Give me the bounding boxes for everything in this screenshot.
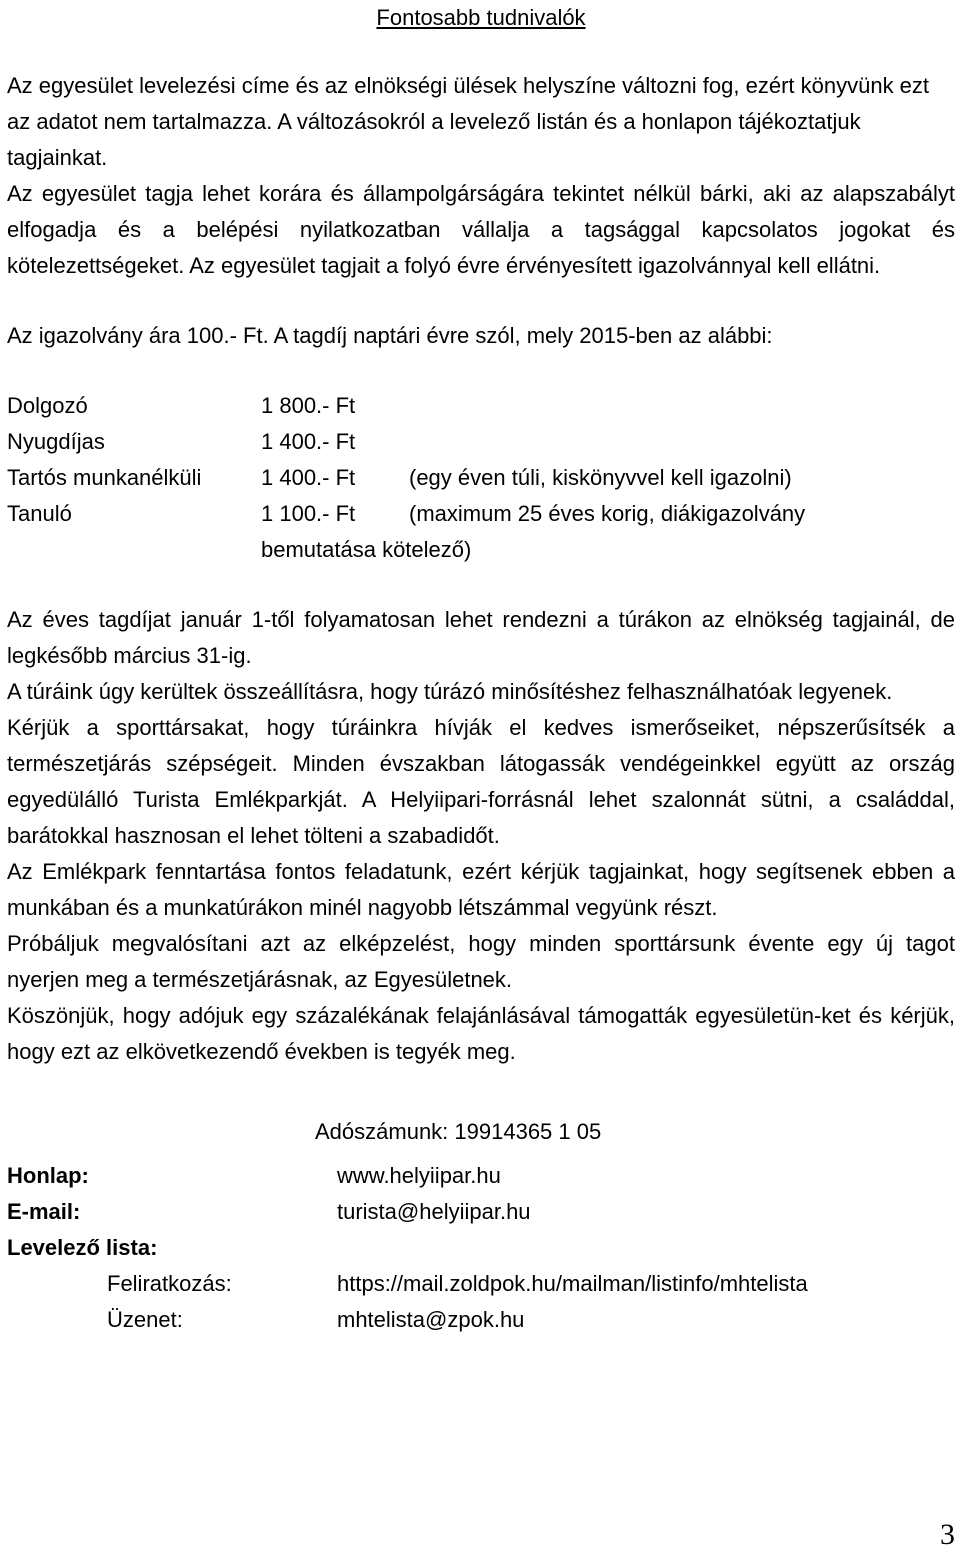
fee-row-continuation (7, 532, 805, 568)
mailing-list-label: Levelező lista: (7, 1235, 158, 1260)
body-paragraph-tours: A túráink úgy kerültek összeállításra, hogy túrázó minősítéshez felhasználhatóak legyenek. (7, 679, 893, 704)
fee-amount: 1 400.- Ft (261, 465, 356, 490)
fee-note (409, 424, 805, 460)
website-label: Honlap: (7, 1163, 89, 1188)
body-paragraph-new-members: Próbáljuk megvalósítani azt az elképzelést, hogy minden sporttársunk évente egy új tagot nyerjen meg a természetjárásnak, az Egyesületnek. (7, 931, 955, 992)
intro-paragraph-address: Az egyesület levelezési címe és az elnökségi ülések helyszíne változni fog, ezért könyvünk ezt az adatot nem tartalmazza. A változásokról a levelező listán és a honlapon tájékoztatjuk tagjainkat. (7, 73, 930, 170)
fee-table (7, 388, 805, 568)
email-label: E-mail: (7, 1199, 81, 1224)
intro-paragraph-membership: Az egyesület tagja lehet korára és állampolgárságára tekintet nélkül bárki, aki az alapszabályt elfogadja és a belépési nyilatkozatban vállalja a tagsággal kapcsolatos jogokat és kötelezettségeket. Az egyesület tagjait a folyó évre érvényesített igazolvánnyal kell ellátni. (7, 181, 955, 278)
fee-note: (maximum 25 éves korig, diákigazolvány (409, 501, 806, 526)
subscribe-link[interactable]: https://mail.zoldpok.hu/mailman/listinfo/mhtelista (337, 1271, 808, 1296)
body-paragraph-payment: Az éves tagdíjat január 1-től folyamatosan lehet rendezni a túrákon az elnökség tagjainál, de legkésőbb március 31-ig. (7, 607, 955, 668)
fee-category: Nyugdíjas (7, 429, 105, 454)
fee-row (7, 424, 805, 460)
fee-row (7, 460, 805, 496)
fee-row (7, 388, 805, 424)
body-paragraph-thanks: Köszönjük, hogy adójuk egy százalékának felajánlásával támogatták egyesületün-ket és kérjük, hogy ezt az elkövetkezendő években is tegyék meg. (7, 1003, 955, 1064)
fee-note: (egy éven túli, kiskönyvvel kell igazolni) (409, 465, 792, 490)
body-paragraph-memorial-park: Az Emlékpark fenntartása fontos feladatunk, ezért kérjük tagjainkat, hogy segítsenek ebben a munkában és a munkatúrákon minél nagyobb létszámmal vegyünk részt. (7, 859, 955, 920)
fee-amount: 1 800.- Ft (261, 393, 356, 418)
document-page (7, 0, 955, 1338)
tax-number: Adószámunk: 19914365 1 05 (315, 1119, 602, 1144)
fee-note (409, 388, 805, 424)
fees-intro: Az igazolvány ára 100.- Ft. A tagdíj naptári évre szól, mely 2015-ben az alábbi: (7, 323, 773, 348)
fee-amount: 1 100.- Ft (261, 501, 356, 526)
fee-category: Dolgozó (7, 393, 88, 418)
website-link[interactable]: www.helyiipar.hu (337, 1163, 501, 1188)
fee-note-continuation: bemutatása kötelező) (261, 537, 472, 562)
subscribe-label: Feliratkozás: (107, 1271, 232, 1296)
message-label: Üzenet: (107, 1307, 183, 1332)
fee-amount: 1 400.- Ft (261, 429, 356, 454)
body-paragraph-invite: Kérjük a sporttársakat, hogy túráinkra hívják el kedves ismerőseiket, népszerűsítsék a természetjárás szépségeit. Minden évszakban látogassák vendégeinkkel együtt az ország egyedülálló Turista Emlékparkját. A Helyiipari-forrásnál lehet szalonnát sütni, a családdal, barátokkal hasznosan el lehet tölteni a szabadidőt. (7, 715, 955, 848)
page-number: 3 (940, 1518, 955, 1551)
fee-category: Tartós munkanélküli (7, 465, 202, 490)
page-title: Fontosabb tudnivalók (376, 5, 586, 30)
fee-row (7, 496, 805, 532)
email-link[interactable]: turista@helyiipar.hu (337, 1199, 531, 1224)
fee-category: Tanuló (7, 501, 72, 526)
contacts-table (7, 1158, 808, 1338)
message-email-link[interactable]: mhtelista@zpok.hu (337, 1307, 525, 1332)
